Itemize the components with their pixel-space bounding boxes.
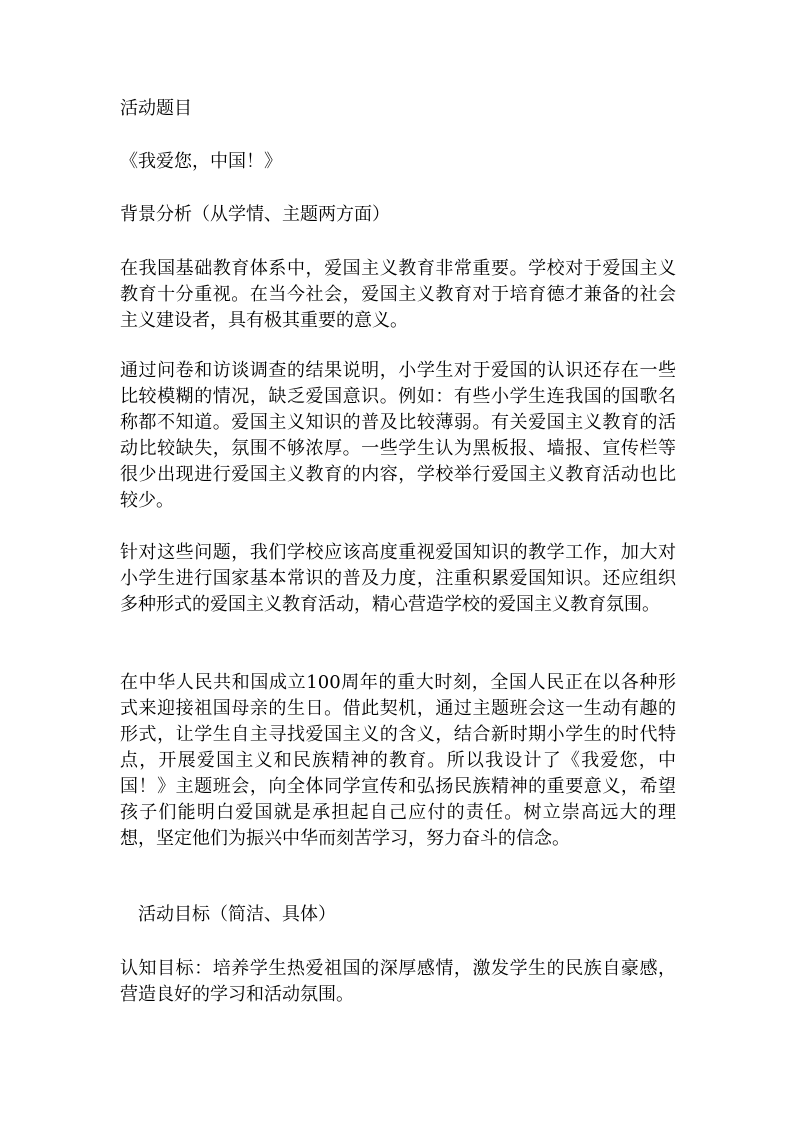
heading-activity-goals: 活动目标（简洁、具体） — [138, 904, 336, 925]
paragraph-4: 在中华人民共和国成立100周年的重大时刻，全国人民正在以各种形式来迎接祖国母亲的生日。借此契机，通过主题班会这一生动有趣的形式，让学生自主寻找爱国主义的含义，结合新时期小学生的时代特点，开展爱国主义和民族精神的教育。所以我设计了《我爱您，中国！》主题班会，向全体同学宣传和弘扬民族精神的重要意义，希望孩子们能明白爱国就是承担起自己应付的责任。树立崇高远大的理想，坚定他们为振兴中华而刻苦学习，努力奋斗的信念。 — [120, 672, 676, 849]
heading-activity-title: 活动题目 — [120, 98, 192, 119]
paragraph-1: 在我国基础教育体系中，爱国主义教育非常重要。学校对于爱国主义教育十分重视。在当今社会，爱国主义教育对于培育德才兼备的社会主义建设者，具有极其重要的意义。 — [120, 258, 676, 331]
heading-background-analysis: 背景分析（从学情、主题两方面） — [120, 204, 390, 225]
paragraph-cognitive-goal: 认知目标：培养学生热爱祖国的深厚感情，激发学生的民族自豪感，营造良好的学习和活动氛围。 — [120, 958, 676, 1005]
paragraph-2: 通过问卷和访谈调查的结果说明，小学生对于爱国的认识还存在一些比较模糊的情况，缺乏爱国意识。例如：有些小学生连我国的国歌名称都不知道。爱国主义知识的普及比较薄弱。有关爱国主义教育的活动比较缺失，氛围不够浓厚。一些学生认为黑板报、墙报、宣传栏等很少出现进行爱国主义教育的内容，学校举行爱国主义教育活动也比较少。 — [120, 360, 676, 511]
activity-title: 《我爱您，中国！》 — [120, 151, 282, 172]
paragraph-3: 针对这些问题，我们学校应该高度重视爱国知识的教学工作，加大对小学生进行国家基本常识的普及力度，注重积累爱国知识。还应组织多种形式的爱国主义教育活动，精心营造学校的爱国主义教育氛围。 — [120, 542, 676, 615]
